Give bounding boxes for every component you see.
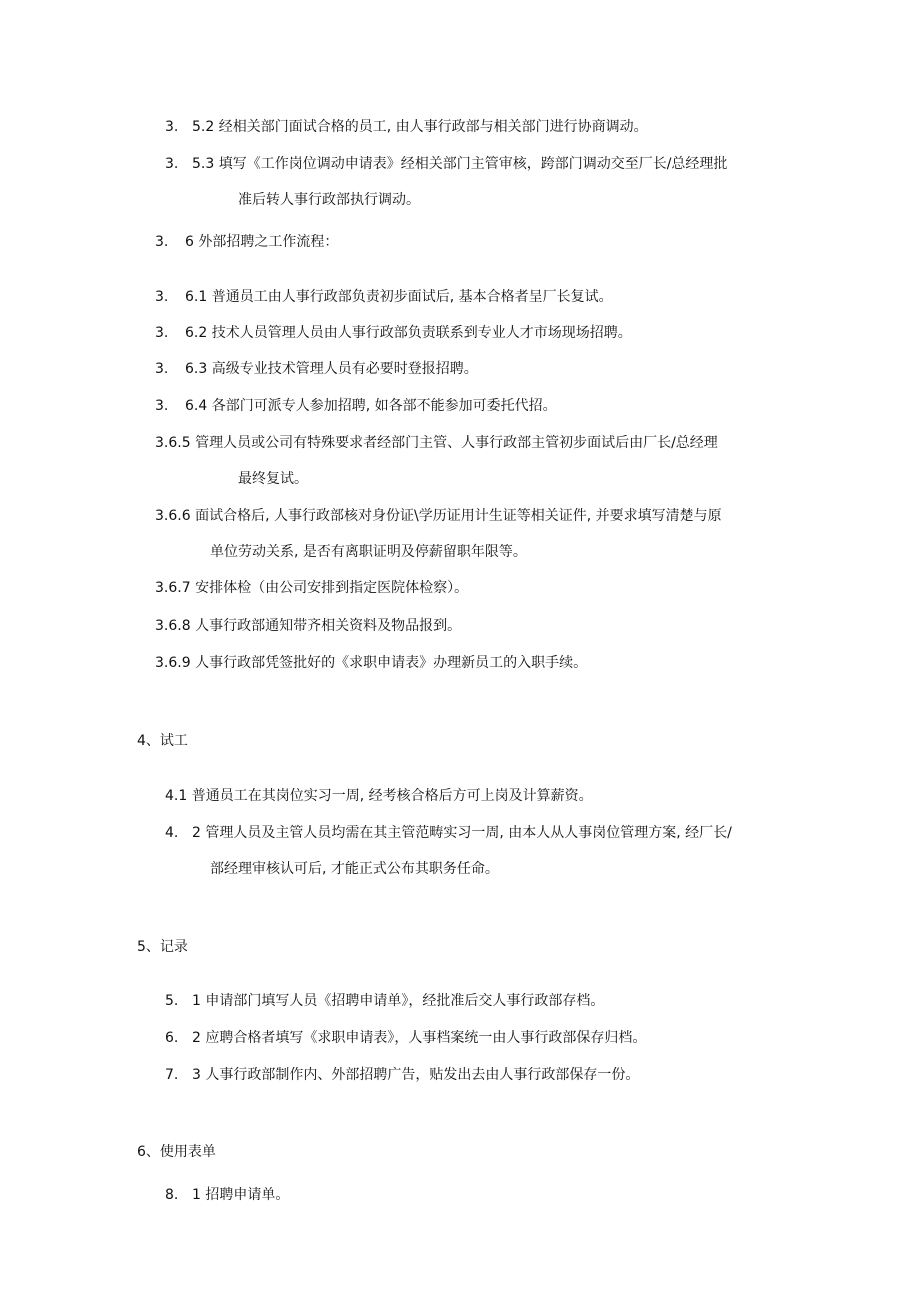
clause-text: 3 人事行政部制作内、外部招聘广告，贴发出去由人事行政部保存一份。 xyxy=(192,1067,640,1083)
list-number: 3. xyxy=(155,234,169,250)
clause-5-2 xyxy=(165,1028,647,1048)
clause-4-2-continued: 部经理审核认可后, 才能正式公布其职务任命。 xyxy=(210,861,499,877)
clause-text: 6.1 普通员工由人事行政部负责初步面试后, 基本合格者呈厂长复试。 xyxy=(185,289,613,305)
clause-5-1 xyxy=(165,991,605,1011)
clause-3-5-3-continued: 准后转人事行政部执行调动。 xyxy=(238,192,420,208)
section-heading-records: 5、记录 xyxy=(137,939,188,955)
clause-3-6-7: 3.6.7 安排体检（由公司安排到指定医院体检察）。 xyxy=(155,580,469,596)
list-number: 4. xyxy=(165,825,179,841)
clause-text: 6 外部招聘之工作流程： xyxy=(185,234,339,250)
list-number: 3. xyxy=(165,119,179,135)
list-number: 3. xyxy=(155,398,169,414)
clause-3-6-6: 3.6.6 面试合格后, 人事行政部核对身份证\学历证用计生证等相关证件, 并要求填写清楚与原 xyxy=(155,508,722,524)
clause-3-6-3 xyxy=(155,359,478,379)
clause-3-6-9: 3.6.9 人事行政部凭签批好的《求职申请表》办理新员工的入职手续。 xyxy=(155,655,588,671)
clause-3-6-4 xyxy=(155,396,557,416)
list-number: 3. xyxy=(165,156,179,172)
clause-4-1: 4.1 普通员工在其岗位实习一周, 经考核合格后方可上岗及计算薪资。 xyxy=(165,788,593,804)
section-heading-forms: 6、使用表单 xyxy=(137,1144,216,1160)
clause-text: 6.2 技术人员管理人员由人事行政部负责联系到专业人才市场现场招聘。 xyxy=(185,325,632,341)
clause-text: 6.4 各部门可派专人参加招聘, 如各部不能参加可委托代招。 xyxy=(185,398,557,414)
clause-text: 1 申请部门填写人员《招聘申请单》，经批准后交人事行政部存档。 xyxy=(192,993,605,1009)
clause-6-1 xyxy=(165,1185,290,1205)
clause-text: 6.3 高级专业技术管理人员有必要时登报招聘。 xyxy=(185,361,478,377)
clause-text: 2 应聘合格者填写《求职申请表》，人事档案统一由人事行政部保存归档。 xyxy=(192,1030,647,1046)
clause-3-6-5: 3.6.5 管理人员或公司有特殊要求者经部门主管、人事行政部主管初步面试后由厂长/总经理 xyxy=(155,435,718,451)
list-number: 3. xyxy=(155,325,169,341)
clause-4-2 xyxy=(165,823,732,843)
clause-text: 5.3 填写《工作岗位调动申请表》经相关部门主管审核，跨部门调动交至厂长/总经理批 xyxy=(192,156,728,172)
list-number: 6. xyxy=(165,1030,179,1046)
clause-text: 5.2 经相关部门面试合格的员工, 由人事行政部与相关部门进行协商调动。 xyxy=(192,119,648,135)
list-number: 3. xyxy=(155,289,169,305)
list-number: 8. xyxy=(165,1187,179,1203)
section-heading-trial: 4、试工 xyxy=(137,733,188,749)
clause-3-6-8: 3.6.8 人事行政部通知带齐相关资料及物品报到。 xyxy=(155,618,462,634)
clause-3-6 xyxy=(155,232,339,252)
list-number: 3. xyxy=(155,361,169,377)
clause-3-6-2 xyxy=(155,323,632,343)
clause-text: 1 招聘申请单。 xyxy=(192,1187,290,1203)
clause-3-5-3 xyxy=(165,154,728,174)
clause-3-6-5-continued: 最终复试。 xyxy=(238,471,308,487)
clause-3-6-6-continued: 单位劳动关系, 是否有离职证明及停薪留职年限等。 xyxy=(210,544,527,560)
clause-5-3 xyxy=(165,1065,640,1085)
list-number: 7. xyxy=(165,1067,179,1083)
clause-text: 2 管理人员及主管人员均需在其主管范畴实习一周, 由本人从人事岗位管理方案, 经厂长/ xyxy=(192,825,732,841)
clause-3-5-2 xyxy=(165,117,648,137)
list-number: 5. xyxy=(165,993,179,1009)
clause-3-6-1 xyxy=(155,287,613,307)
